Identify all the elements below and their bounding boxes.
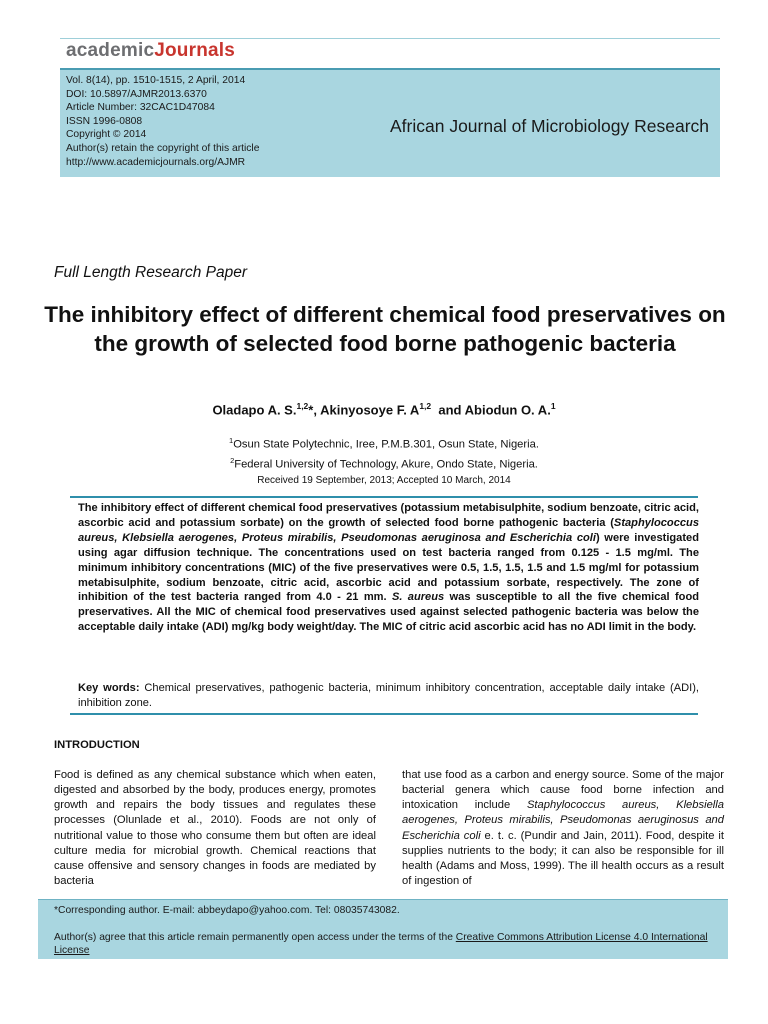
meta-article-number: Article Number: 32CAC1D47084 (66, 102, 215, 114)
corresponding-mark: *, (308, 402, 321, 418)
license-note: Author(s) agree that this article remain permanently open access under the terms of the Creative Commons Attribution License 4.0 International License (54, 932, 708, 957)
meta-copyright: Copyright © 2014 (66, 129, 147, 141)
affiliations (0, 433, 768, 472)
keywords-text: Chemical preservatives, pathogenic bacteria, minimum inhibitory concentration, acceptable daily intake (ADI), inhibition zone. (78, 682, 700, 709)
affiliation-2: $^2$Federal University of Technology, Akure, Ondo State, Nigeria. (230, 455, 538, 471)
article-meta (66, 74, 259, 169)
author-affil-sup: 1,2 (419, 401, 432, 411)
meta-volume: Vol. 8(14), pp. 1510-1515, 2 April, 2014 (66, 75, 246, 86)
publisher-logo[interactable]: academicJournals (66, 40, 236, 61)
abstract-bottom-rule (70, 713, 698, 715)
abstract: The inhibitory effect of different chemical food preservatives (potassium metabisulphite, sodium benzoate, citric acid, ascorbic acid and potassium sorbate) on the growth of selected food borne pathogenic bacteria (Staphylococcus aureus, Klebsiella aerogenes, Proteus mirabilis, Pseudomonas aeruginosa and Escherichia coli) were investigated using agar diffusion technique. The concentrations used on test bacteria ranged from 0.125 - 1.5 mg/ml. The minimum inhibitory concentrations (MIC) of the five preservatives were 0.5, 1.5, 1.5, 1.5 and 1.5 mg/ml for potassium metabisulphite, sodium benzoate, citric acid, ascorbic acid and potassium sorbate, respectively. The zone of inhibition of the test bacteria ranged from 4.0 - 21 mm. S. aureus was susceptible to all the five chemical food preservatives. All the MIC of chemical food preservatives used against selected pathogenic bacteria was below the acceptable daily intake (ADI) mg/kg body weight/day. The MIC of citric acid ascorbic acid has no ADI limit in the body. (78, 502, 700, 634)
meta-issn: ISSN 1996-0808 (66, 115, 143, 127)
received-dates: Received 19 September, 2013; Accepted 10 March, 2014 (257, 475, 511, 486)
author-list (0, 401, 768, 417)
meta-url[interactable]: http://www.academicjournals.org/AJMR (66, 156, 246, 168)
section-heading-introduction: INTRODUCTION (54, 739, 140, 751)
header-top-rule (60, 38, 720, 39)
meta-doi: DOI: 10.5897/AJMR2013.6370 (66, 88, 207, 100)
author-name: and Abiodun O. A. (438, 402, 551, 418)
journal-name: African Journal of Microbiology Research (390, 116, 710, 136)
keywords (78, 681, 699, 711)
author-name: Akinyosoye F. A (320, 402, 420, 418)
corresponding-author: *Corresponding author. E-mail: abbeydapo@yahoo.com. Tel: 08035743082. (54, 905, 400, 916)
paper-type: Full Length Research Paper (54, 264, 248, 281)
affiliation-1: $^1$Osun State Polytechnic, Iree, P.M.B.301, Osun State, Nigeria. (229, 436, 539, 451)
meta-rights: Author(s) retain the copyright of this article (66, 142, 260, 154)
paper-title: The inhibitory effect of different chemical food preservatives on the growth of selected food borne pathogenic bacteria (44, 302, 726, 356)
author-affil-sup: 1,2 (296, 401, 309, 411)
footer-note-box (38, 899, 728, 959)
keywords-label: Key words: (78, 682, 140, 694)
intro-left-column: Food is defined as any chemical substance which when eaten, digested and absorbed by the body, produces energy, promotes growth and repairs the body tissues and regulates these processes (Olunlade et al., 2010). Foods are not only of nutritional value to those who consume them but often are ideal culture media for microbial growth. Chemical reactions that cause offensive and sensory changes in foods are mediated by bacteria (54, 769, 376, 888)
journal-header-box (60, 68, 720, 177)
author-affil-sup: 1 (550, 401, 556, 411)
license-link[interactable]: Creative Commons Attribution License 4.0 International License (54, 932, 708, 957)
author-name: Oladapo A. S. (212, 402, 297, 418)
abstract-top-rule (70, 496, 698, 498)
intro-right-column: that use food as a carbon and energy source. Some of the major bacterial genera which cause food borne infection and intoxication include Staphylococcus aureus, Klebsiella aerogenes, Proteus mirabilis, Pseudomonas aeruginosus and Escherichia coli e. t. c. (Pundir and Jain, 2011). Food, despite it supplies nutrients to the body; it can also be responsible for ill health (Adams and Moss, 1999). The ill health occurs as a result of ingestion of (402, 769, 725, 888)
